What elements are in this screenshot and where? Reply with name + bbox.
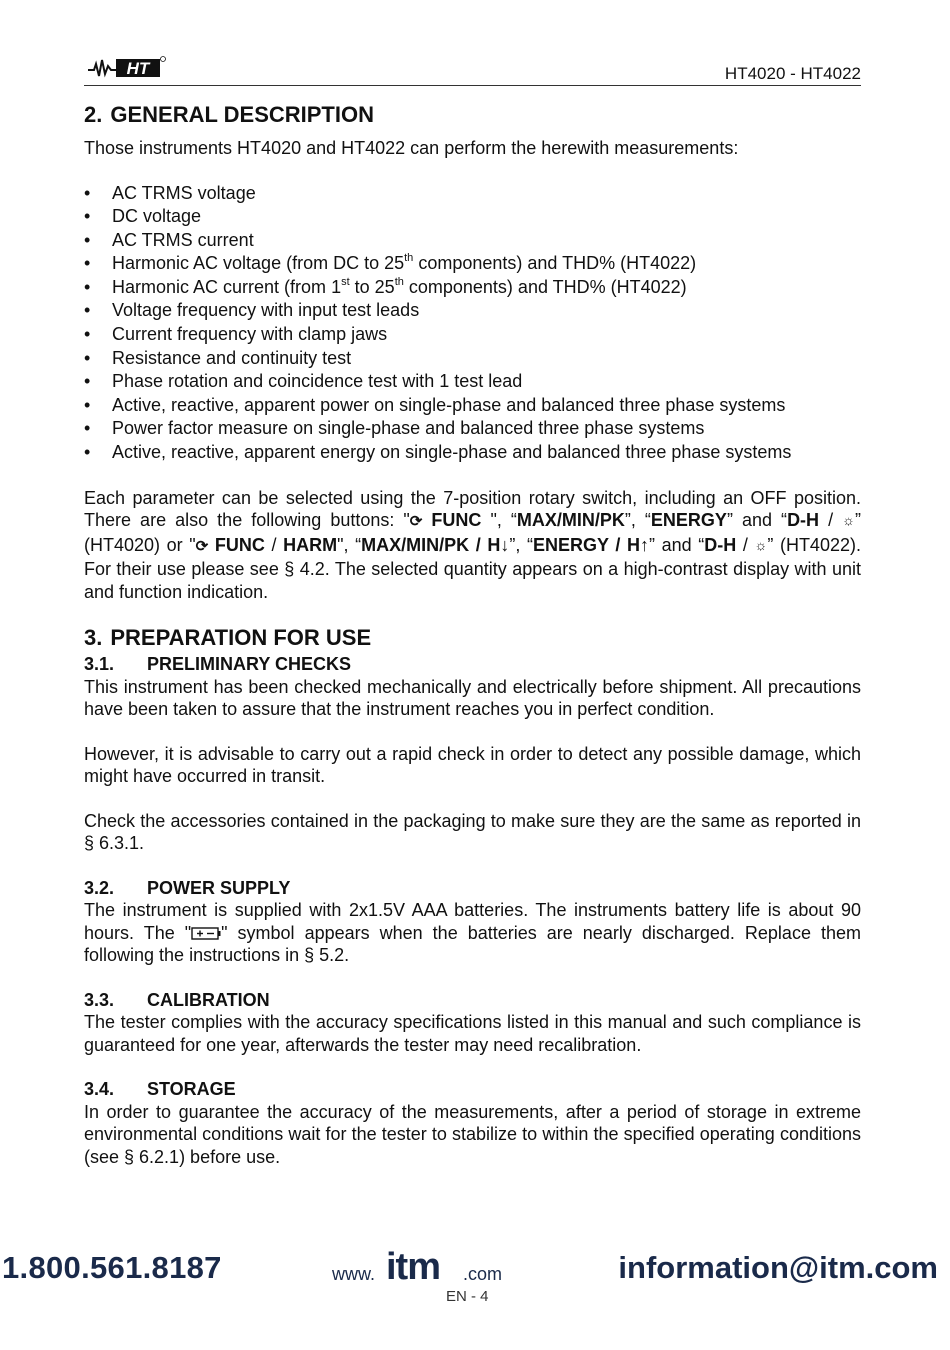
- backlight-icon: ☼: [754, 536, 768, 553]
- battery-icon: [191, 927, 221, 940]
- logo-text: HT: [126, 59, 150, 78]
- header-divider: [84, 85, 861, 86]
- section-2-intro: Those instruments HT4020 and HT4022 can perform the herewith measurements:: [84, 138, 739, 158]
- itm-brand: itm: [386, 1246, 440, 1288]
- footer-email[interactable]: information@itm.com: [618, 1250, 938, 1285]
- calibration-p1: The tester complies with the accuracy specifications listed in this manual and such compliance is guaranteed for one year, afterwards the tester may need recalibration.: [84, 1012, 861, 1055]
- preliminary-checks-p3: Check the accessories contained in the packaging to make sure they are the same as reported in § 6.3.1.: [84, 810, 861, 854]
- preliminary-checks-p1: This instrument has been checked mechanically and electrically before shipment. All precautions have been taken to assure that the instrument reaches you in perfect condition.: [84, 676, 861, 720]
- header-title: HT4020 - HT4022: [724, 64, 861, 83]
- list-item: • Active, reactive, apparent power on single-phase and balanced three phase systems: [84, 394, 786, 415]
- power-supply-p1: The instrument is supplied with 2x1.5V AAA batteries. The instruments battery life is about 90 hours. The " " symbol appears when the batteries are nearly discharged. Replace them following the instructions in § 5.2.: [84, 900, 861, 966]
- rotate-icon: ⟳: [409, 513, 423, 531]
- list-item: • Active, reactive, apparent energy on single-phase and balanced three phase systems: [84, 442, 792, 463]
- storage-p1: In order to guarantee the accuracy of the measurements, after a period of storage in extreme environmental conditions wait for the tester to stabilize to within the specified operating conditions (see § 6.2.1) before use.: [84, 1101, 861, 1167]
- section-2-heading: 2. GENERAL DESCRIPTION: [84, 102, 374, 127]
- list-item: • Resistance and continuity test: [84, 347, 352, 368]
- rotate-icon: ⟳: [195, 537, 209, 555]
- list-item: • Harmonic AC current (from 1st to 25th components) and THD% (HT4022): [84, 275, 687, 297]
- subsection-3-4-heading: 3.4. STORAGE: [84, 1079, 236, 1100]
- list-item: • Current frequency with clamp jaws: [84, 324, 388, 345]
- list-item: • Phase rotation and coincidence test with 1 test lead: [84, 371, 523, 392]
- list-item: • AC TRMS voltage: [84, 182, 256, 203]
- list-item: • AC TRMS current: [84, 229, 254, 250]
- footer-banner: 1.800.561.8187 www. itm .com information@itm.com: [2, 1246, 938, 1288]
- subsection-3-2-heading: 3.2. POWER SUPPLY: [84, 877, 291, 898]
- backlight-icon: ☼: [842, 512, 855, 529]
- buttons-paragraph: Each parameter can be selected using the 7-position rotary switch, including an OFF position. There are also the following buttons: "⟳ FUNC ", “MAX/MIN/PK”, “ENERGY” and “D-H / ☼” (HT4020) or "⟳ FUNC / HARM", “MAX/MIN/PK / H↓”, “ENERGY / H↑” and “D-H / ☼” (HT4022). For their use please see § 4.2. The selected quantity appears on a high-contrast display with unit and function indication.: [84, 487, 861, 602]
- ht-logo-icon: [86, 54, 166, 80]
- section-3-heading: 3. PREPARATION FOR USE: [84, 625, 372, 651]
- list-item: • Voltage frequency with input test leads: [84, 300, 420, 321]
- preliminary-checks-p2: However, it is advisable to carry out a rapid check in order to detect any possible damage, which might have occurred in transit.: [84, 743, 861, 787]
- subsection-3-1-heading: 3.1. PRELIMINARY CHECKS: [84, 654, 352, 675]
- subsection-3-3-heading: 3.3. CALIBRATION: [84, 989, 270, 1010]
- content: [84, 100, 861, 1168]
- footer-phone: 1.800.561.8187: [2, 1250, 222, 1285]
- list-item: • DC voltage: [84, 206, 202, 227]
- page-number: EN - 4: [446, 1288, 489, 1305]
- measurement-list: [84, 182, 861, 465]
- list-item: • Power factor measure on single-phase and balanced three phase systems: [84, 418, 705, 439]
- list-item: • Harmonic AC voltage (from DC to 25th components) and THD% (HT4022): [84, 252, 697, 274]
